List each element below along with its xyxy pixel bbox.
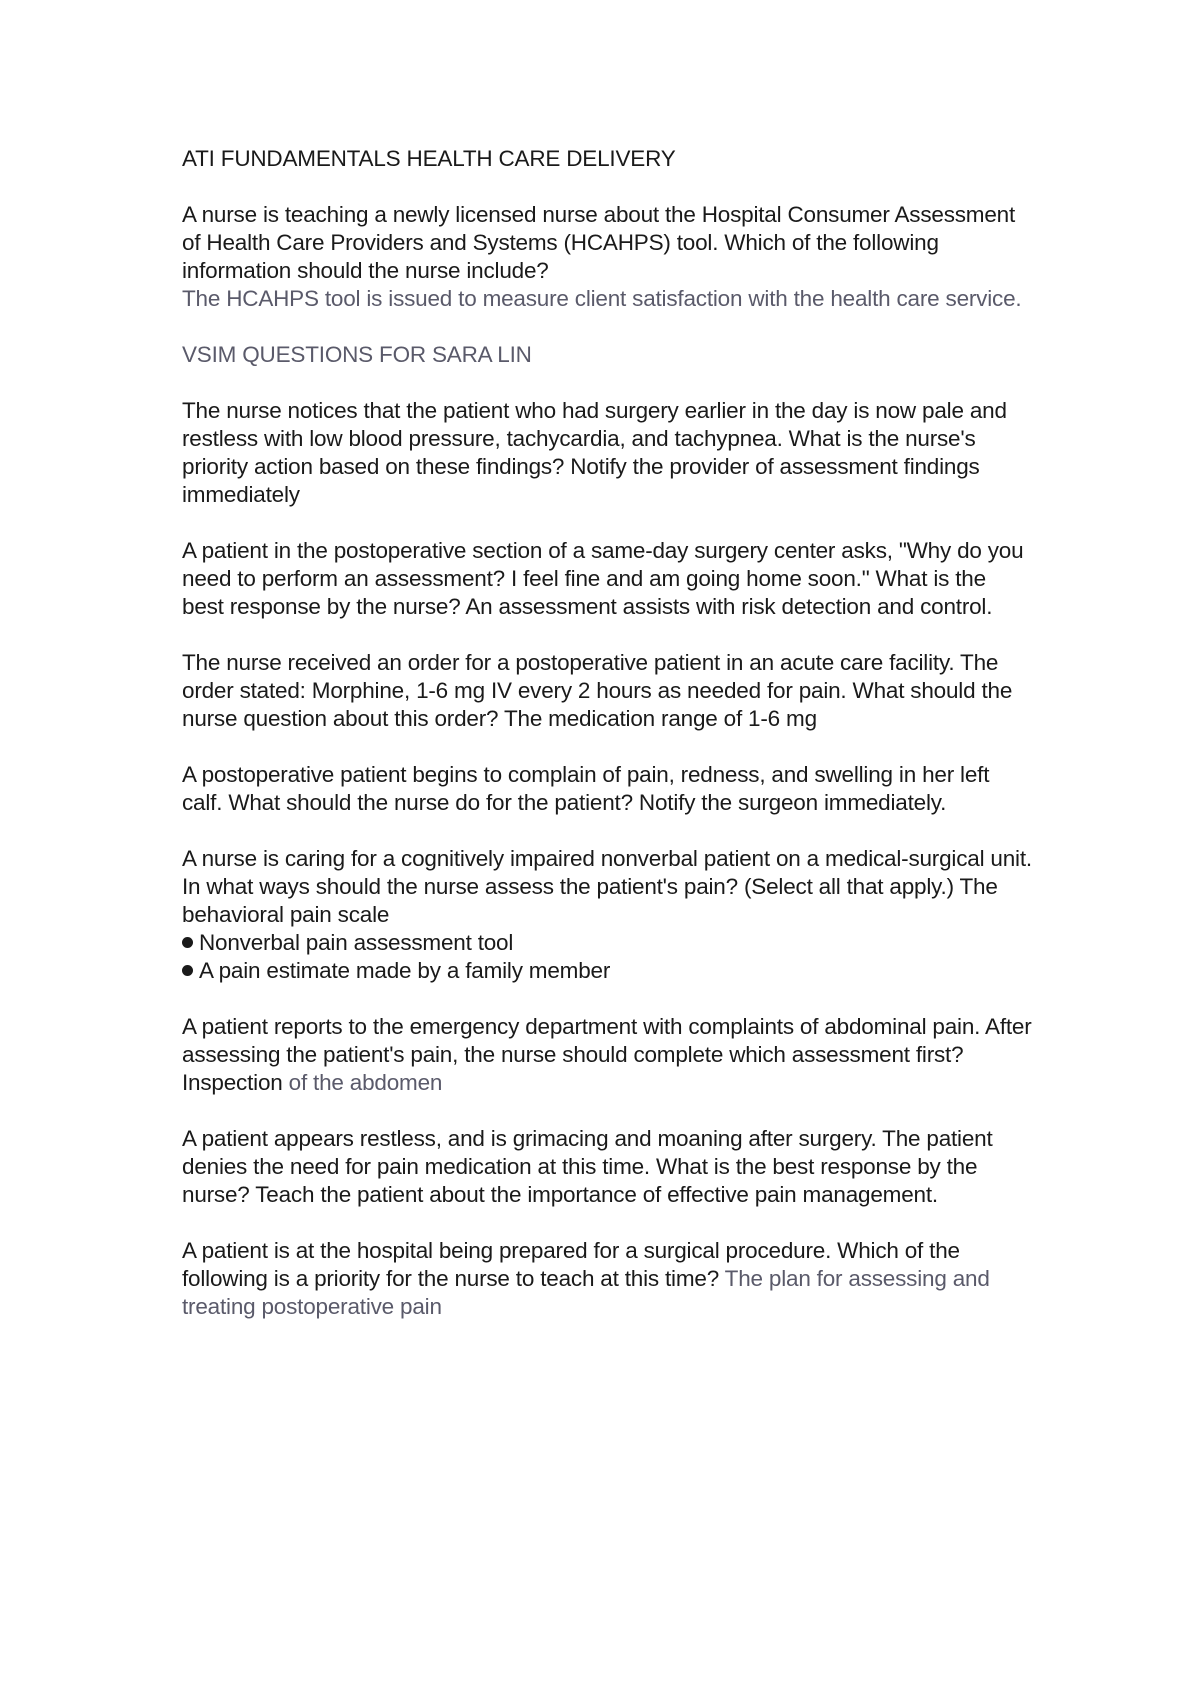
section-heading: VSIM QUESTIONS FOR SARA LIN — [182, 342, 532, 367]
bullet-text: Nonverbal pain assessment tool — [199, 930, 514, 955]
question-calf-swelling: A postoperative patient begins to complain of pain, redness, and swelling in her left calf. What should the nurse do for the patient? Notify the surgeon immediately. — [182, 762, 990, 815]
answer-text: The plan for assessing and treating postoperative pain — [182, 1266, 990, 1319]
question-pain-denial: A patient appears restless, and is grimacing and moaning after surgery. The patient denies the need for pain medication at this time. What is the best response by the nurse? Teach the patient about the importance of effective pain management. — [182, 1126, 993, 1207]
question-text: A nurse is teaching a newly licensed nurse about the Hospital Consumer Assessment of Health Care Providers and Systems (HCAHPS) tool. Which of the following information should the nurse include? — [182, 202, 1016, 283]
bullet-icon — [182, 965, 193, 976]
question-morphine-order: The nurse received an order for a postoperative patient in an acute care facility. The order stated: Morphine, 1-6 mg IV every 2 hours as needed for pain. What should the nurse question about this order? The medication range of 1-6 mg — [182, 650, 1013, 731]
question-postop-vitals: The nurse notices that the patient who had surgery earlier in the day is now pale and restless with low blood pressure, tachycardia, and tachypnea. What is the nurse's priority action based on these findings? Notify the provider of assessment findings immediately — [182, 398, 1007, 507]
bullet-icon — [182, 937, 193, 948]
question-assessment-purpose: A patient in the postoperative section of a same-day surgery center asks, "Why do you need to perform an assessment? I feel fine and am going home soon." What is the best response by the nurse? An assessment assists with risk detection and control. — [182, 538, 1024, 619]
answer-bullet-list — [182, 929, 1032, 985]
question-preop-teaching — [182, 1237, 1032, 1321]
question-abdominal-pain — [182, 1013, 1032, 1097]
question-text: A patient reports to the emergency department with complaints of abdominal pain. After assessing the patient's pain, the nurse should complete which assessment first? Inspection — [182, 1014, 1032, 1095]
question-nonverbal-pain — [182, 845, 1032, 985]
list-item — [182, 929, 1032, 957]
bullet-text: A pain estimate made by a family member — [199, 958, 611, 983]
document-body — [182, 145, 1032, 1349]
question-text: A nurse is caring for a cognitively impaired nonverbal patient on a medical-surgical unit. In what ways should the nurse assess the patient's pain? (Select all that apply.) The behavioral pain scale — [182, 846, 1032, 927]
answer-text: of the abdomen — [288, 1070, 443, 1095]
document-title: ATI FUNDAMENTALS HEALTH CARE DELIVERY — [182, 146, 676, 171]
question-hcahps — [182, 201, 1032, 313]
answer-text: The HCAHPS tool is issued to measure client satisfaction with the health care service. — [182, 286, 1022, 311]
list-item — [182, 957, 1032, 985]
question-text: A patient is at the hospital being prepared for a surgical procedure. Which of the following is a priority for the nurse to teach at this time? — [182, 1238, 960, 1291]
